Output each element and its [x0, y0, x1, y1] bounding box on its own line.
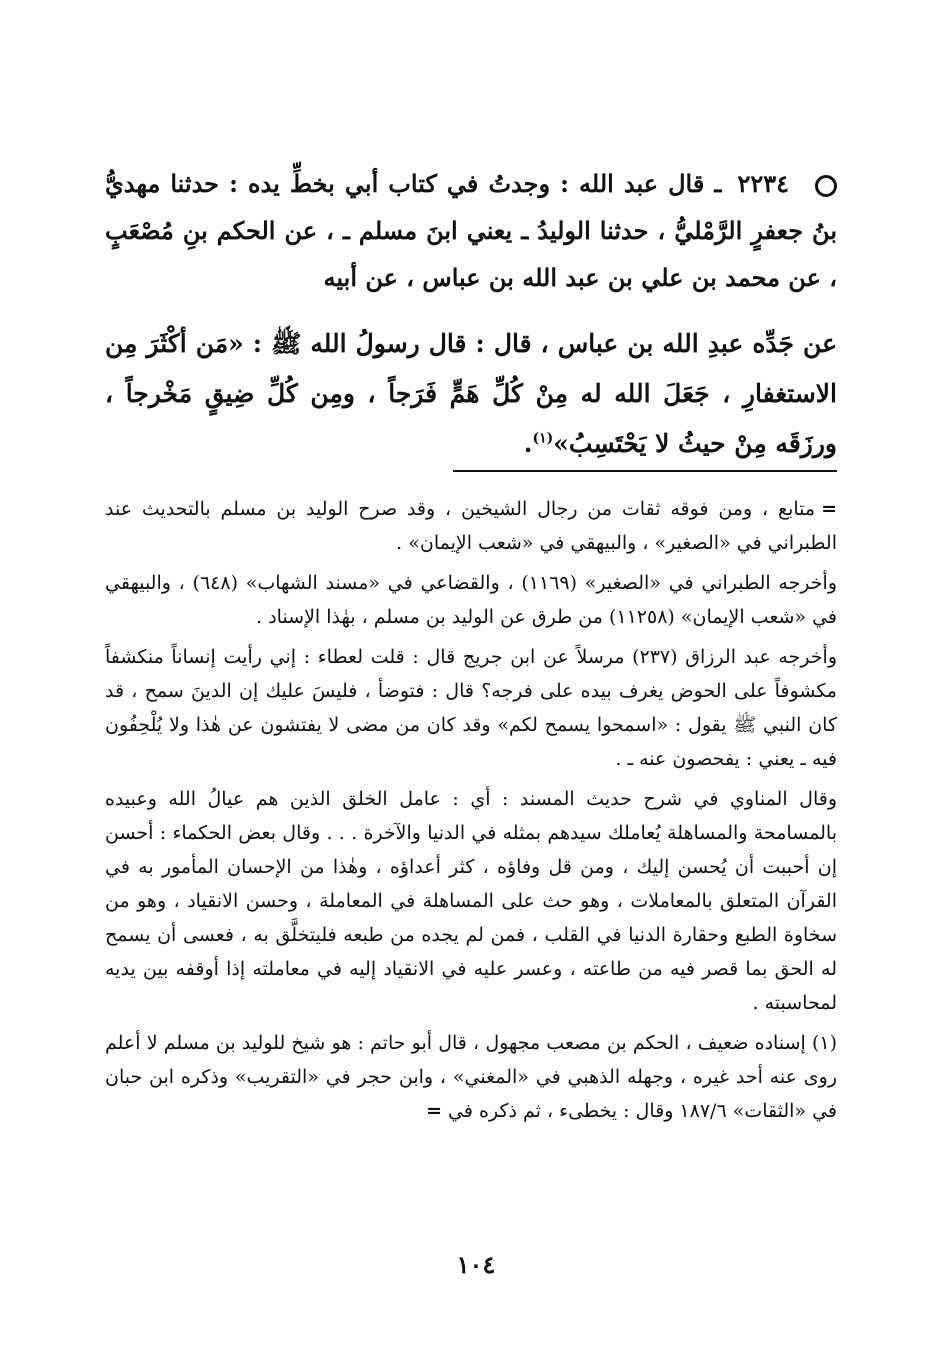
note-paragraph [105, 492, 837, 560]
isnad-text: ـ قال عبد الله : وجدتُ في كتاب أبي بخطِّ يده : حدثنا مهديُّ بنُ جعفرٍ الرَّمْليُّ ، حدثنا الوليدُ ـ يعني ابنَ مسلم ـ ، عن الحكم بنِ مُصْعَبٍ ، عن محمد بن علي بن عبد الله بن عباس ، عن أبيه [105, 169, 837, 292]
hadith-number: ٢٢٣٤ [737, 169, 790, 198]
page-number: ١٠٤ [456, 1250, 496, 1279]
hadith-isnad [105, 160, 837, 301]
note-text: وأخرجه الطبراني في «الصغير» (١١٦٩) ، والقضاعي في «مسند الشهاب» (٦٤٨) ، والبيهقي في «شعب الإيمان» (١١٢٥٨) من طرق عن الوليد بن مسلم ، بهٰذا الإسناد . [105, 572, 837, 628]
continuation-mark: = [821, 498, 837, 520]
matn-text: عن جَدِّه عبدِ الله بن عباس ، قال : قال رسولُ الله ﷺ : «مَن أكْثَرَ مِن الاستغفارِ ، جَعَلَ الله له مِنْ كُلِّ هَمٍّ فَرَجاً ، ومِن كُلِّ ضِيقٍ مَخْرجاً ، ورزَقَه مِنْ حيثُ لا يَحْتَسِبُ» [105, 329, 837, 458]
footnotes [105, 492, 837, 1134]
footnote-divider [453, 470, 837, 472]
hadith-matn [105, 319, 837, 469]
note-paragraph [105, 566, 837, 634]
hadith-block [105, 160, 837, 469]
circle-marker-icon [815, 175, 837, 197]
note-text: متابع ، ومن فوقه ثقات من رجال الشيخين ، وقد صرح الوليد بن مسلم بالتحديث عند الطبراني في «الصغير» ، والبيهقي في «شعب الإيمان» . [105, 498, 837, 554]
note-text: وقال المناوي في شرح حديث المسند : أي : عامل الخلق الذين هم عيالُ الله وعبيده بالمسامحة والمساهلة يُعاملك سيدهم بمثله في الدنيا والآخرة . . . وقال بعض الحكماء : أحسن إن أحببت أن يُحسن إليك ، ومن قل وفاؤه ، كثر أعداؤه ، وهٰذا من الإحسان المأمور به في القرآن المتعلق بالمعاملات ، وهو حث على المساهلة في المعاملة ، وحسن الانقياد ، وهو من سخاوة الطبع وحقارة الدنيا في القلب ، فمن لم يجده من طبعه فليتخلَّق به ، فعسى أن يسمح له الحق بما قصر فيه من طاعته ، وعسر عليه في الانقياد إليه في معاملته إذا أوقفه بين يديه لمحاسبته . [105, 788, 837, 1014]
note-paragraph [105, 782, 837, 1020]
note-text: وأخرجه عبد الرزاق (٢٣٧) مرسلاً عن ابن جريج قال : قلت لعطاء : إني رأيت إنساناً منكشفاً مكشوفاً على الحوض يغرف بيده على فرجه؟ قال : فتوضأ ، فليسَ عليك إن الدينَ سمح ، قد كان النبي ﷺ يقول : «اسمحوا يسمح لكم» وقد كان من مضى لا يفتشون عن هٰذا ولا يُلْحِفُون فيه ـ يعني : يفحصون عنه ـ . [105, 646, 838, 770]
note-paragraph [105, 640, 837, 776]
continuation-mark: = [426, 1100, 443, 1122]
end-mark: . [523, 429, 533, 458]
footnote-reference: (١) [532, 430, 554, 447]
footnote-1 [105, 1026, 837, 1128]
note-text: (١) إسناده ضعيف ، الحكم بن مصعب مجهول ، قال أبو حاتم : هو شيخ للوليد بن مسلم لا أعلم روى عنه أحد غيره ، وجهله الذهبي في «المغني» ، وابن حجر في «التقريب» وذكره ابن حبان في «الثقات» ١٨٧/٦ وقال : يخطىء ، ثم ذكره في [105, 1032, 837, 1122]
